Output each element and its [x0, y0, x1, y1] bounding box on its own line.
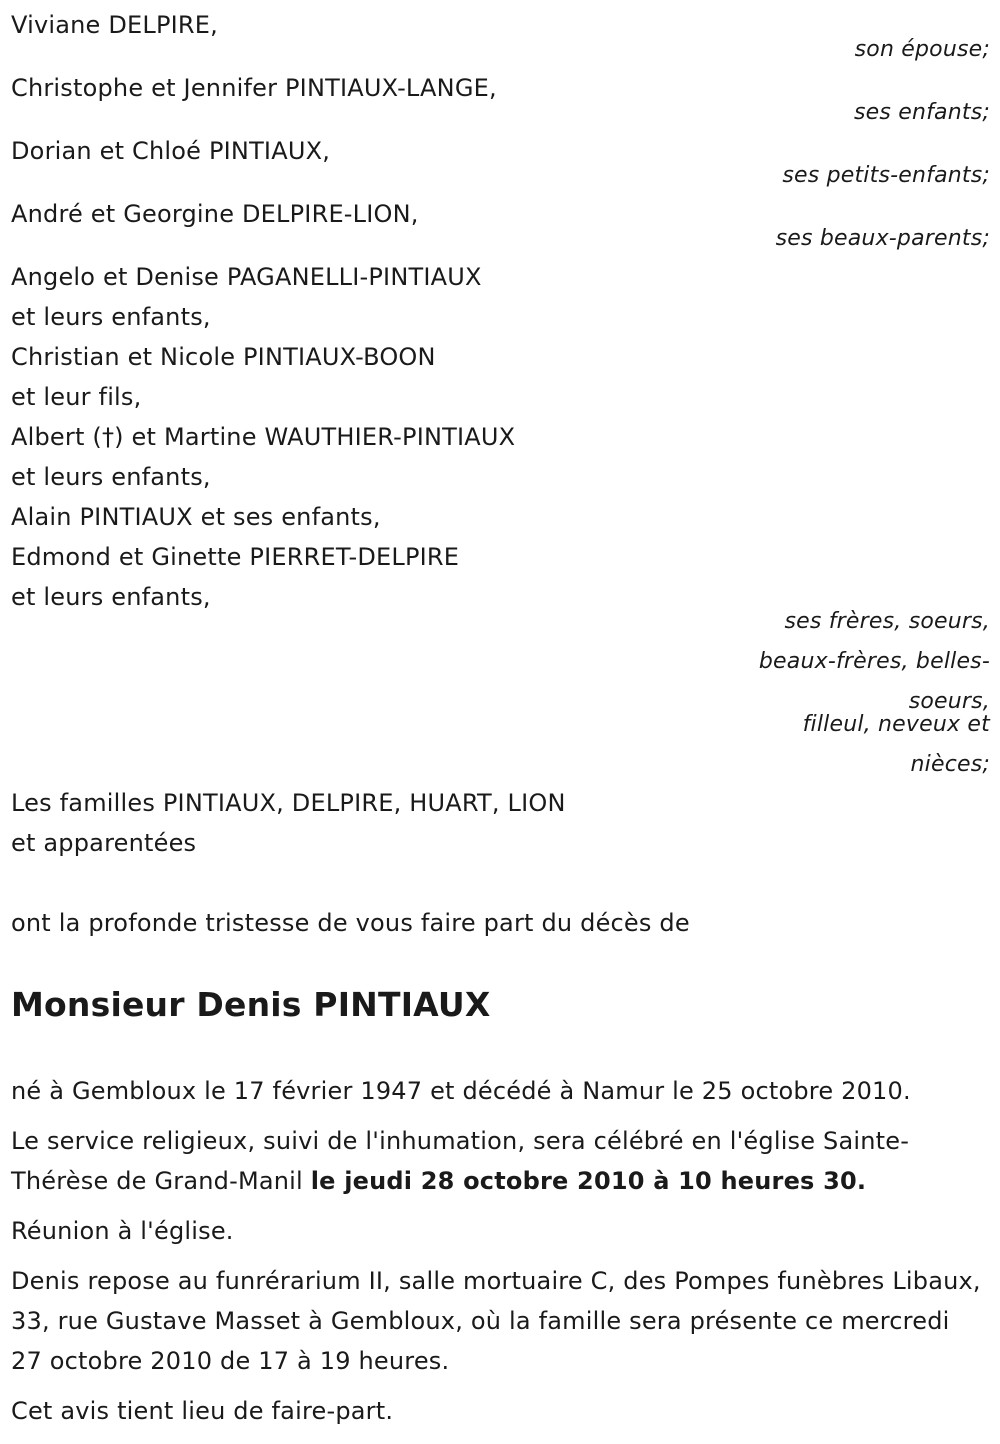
sibling-line: et leurs enfants,	[11, 583, 211, 611]
announcement-text: ont la profonde tristesse de vous faire part du décès de	[11, 909, 690, 937]
relation-parents-in-law: ses beaux-parents;	[775, 226, 990, 251]
reunion-text: Réunion à l'église.	[11, 1217, 234, 1245]
sibling-line: et leur fils,	[11, 383, 142, 411]
service-text: Le service religieux, suivi de l'inhumation, sera célébré en l'église Sainte-Thérèse de Grand-Manil	[11, 1127, 910, 1195]
deceased-name: Monsieur Denis PINTIAUX	[11, 985, 491, 1024]
relation-siblings: soeurs,	[908, 689, 990, 714]
relation-grandchildren: ses petits-enfants;	[782, 163, 990, 188]
birth-death-text: né à Gembloux le 17 février 1947 et décédé à Namur le 25 octobre 2010.	[11, 1077, 911, 1105]
families-line: et apparentées	[11, 829, 197, 857]
sibling-line: Angelo et Denise PAGANELLI-PINTIAUX	[11, 263, 482, 291]
service-paragraph	[11, 1121, 986, 1201]
relation-siblings: nièces;	[910, 752, 990, 777]
relation-spouse: son épouse;	[854, 37, 990, 62]
families-line: Les familles PINTIAUX, DELPIRE, HUART, LION	[11, 789, 566, 817]
relation-siblings: filleul, neveux et	[802, 712, 990, 737]
closing-text: Cet avis tient lieu de faire-part.	[11, 1397, 394, 1425]
relation-siblings: beaux-frères, belles-	[758, 649, 990, 674]
sibling-line: et leurs enfants,	[11, 303, 211, 331]
relation-children: ses enfants;	[853, 100, 990, 125]
family-name-children: Christophe et Jennifer PINTIAUX-LANGE,	[11, 74, 497, 102]
sibling-line: Christian et Nicole PINTIAUX-BOON	[11, 343, 436, 371]
sibling-line: Alain PINTIAUX et ses enfants,	[11, 503, 381, 531]
sibling-line: Edmond et Ginette PIERRET-DELPIRE	[11, 543, 460, 571]
sibling-line: et leurs enfants,	[11, 463, 211, 491]
relation-siblings: ses frères, soeurs,	[784, 609, 990, 634]
sibling-line: Albert (†) et Martine WAUTHIER-PINTIAUX	[11, 423, 516, 451]
repose-text: Denis repose au funrérarium II, salle mortuaire C, des Pompes funèbres Libaux, 33, rue Gustave Masset à Gembloux, où la famille sera présente ce mercredi 27 octobre 2010 de 17 à 19 heures.	[11, 1267, 981, 1375]
family-name-grandchildren: Dorian et Chloé PINTIAUX,	[11, 137, 331, 165]
service-date: le jeudi 28 octobre 2010 à 10 heures 30.	[310, 1167, 867, 1195]
family-name-spouse: Viviane DELPIRE,	[11, 11, 218, 39]
family-name-parents-in-law: André et Georgine DELPIRE-LION,	[11, 200, 419, 228]
